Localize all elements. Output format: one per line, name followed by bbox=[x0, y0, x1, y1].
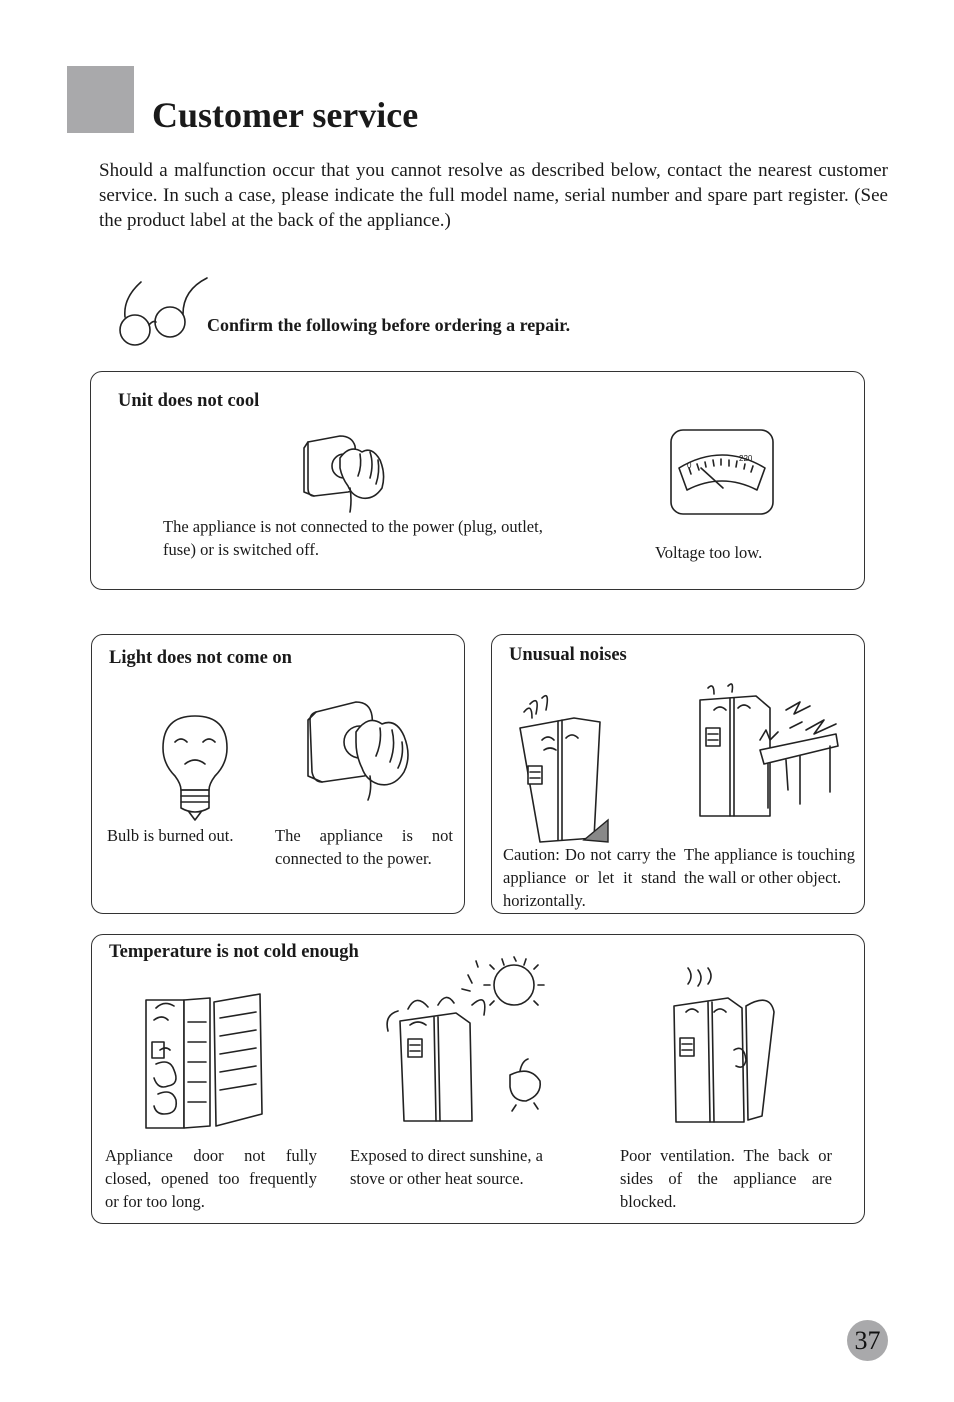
carry-caption: Caution: Do not carry the appliance or let it stand horizontally. bbox=[503, 845, 676, 910]
unit-not-cool-title: Unit does not cool bbox=[118, 391, 260, 411]
plug-in-socket-illustration bbox=[300, 430, 395, 515]
intro-paragraph: Should a malfunction occur that you cannot resolve as described below, contact the nearest customer service. In such a case, please indicate the full model name, serial number and spare part register. (See the product label at the back of the appliance.) bbox=[99, 160, 888, 231]
bulb-caption: Bulb is burned out. bbox=[107, 826, 234, 845]
door-caption: Appliance door not fully closed, opened too frequently or for too long. bbox=[105, 1146, 317, 1211]
fridge-touching-table-illustration bbox=[690, 680, 850, 820]
touching-caption: The appliance is touching the wall or other object. bbox=[684, 845, 855, 887]
sad-bulb-illustration bbox=[155, 712, 235, 822]
page-title: Customer service bbox=[152, 95, 419, 135]
sun-caption: Exposed to direct sunshine, a stove or other heat source. bbox=[350, 1146, 543, 1188]
glasses-icon bbox=[113, 272, 213, 352]
fridge-against-wall-illustration bbox=[658, 966, 778, 1126]
confirm-heading: Confirm the following before ordering a repair. bbox=[207, 315, 571, 335]
unplugged-socket-illustration bbox=[300, 690, 420, 802]
page-number: 37 bbox=[847, 1320, 888, 1361]
power-caption: The appliance is not connected to the power. bbox=[275, 826, 453, 868]
voltage-caption: Voltage too low. bbox=[655, 543, 763, 562]
meter-min-label: 0 bbox=[687, 461, 692, 470]
header-accent-block bbox=[67, 66, 134, 133]
noises-title: Unusual noises bbox=[509, 645, 627, 665]
voltage-meter-illustration bbox=[669, 428, 775, 516]
open-door-fridge-illustration bbox=[140, 990, 270, 1130]
meter-max-label: 220 bbox=[739, 454, 753, 463]
temperature-title: Temperature is not cold enough bbox=[109, 942, 359, 962]
light-title: Light does not come on bbox=[109, 648, 292, 668]
tilted-fridge-illustration bbox=[510, 688, 620, 848]
plug-caption: The appliance is not connected to the power (plug, outlet, fuse) or is switched off. bbox=[163, 517, 543, 559]
vent-caption: Poor ventilation. The back or sides of the appliance are blocked. bbox=[620, 1146, 832, 1211]
fridge-in-sun-illustration bbox=[380, 955, 550, 1125]
